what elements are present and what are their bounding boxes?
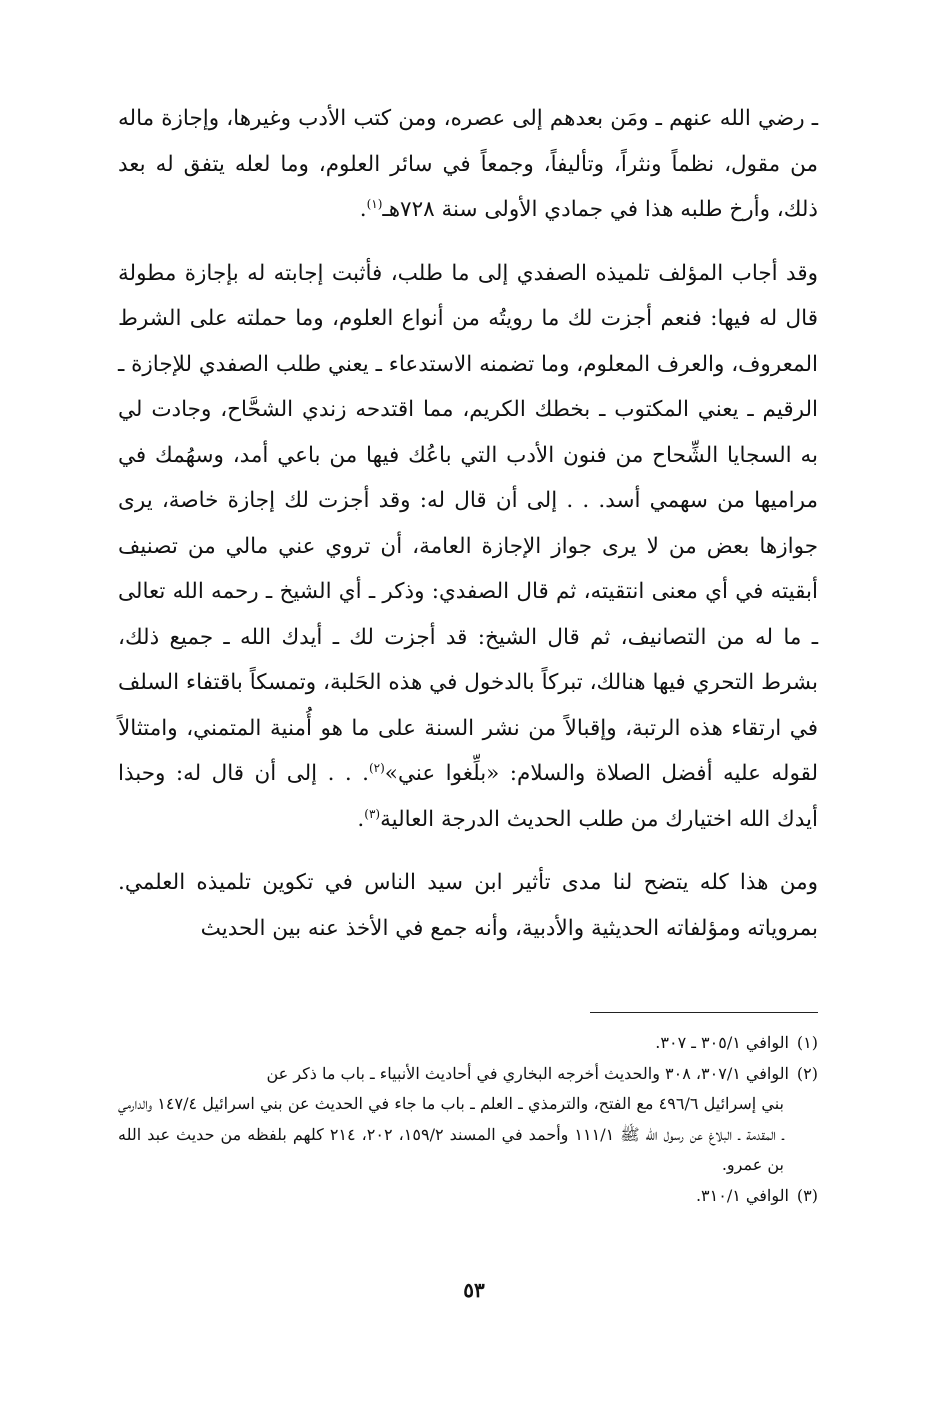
paragraph-3-text: ومن هذا كله يتضح لنا مدى تأثير ابن سيد الناس في تكوين تلميذه العلمي. بمروياته ومؤلفاته الحديثية والأدبية، وأنه جمع في الأخذ عنه بين الحديث	[118, 870, 818, 941]
paragraph-2-end: .	[357, 806, 365, 832]
footnote-3-number: (٣)	[796, 1185, 818, 1205]
footnote-1-text: الوافي ٣٠٥/١ ـ ٣٠٧.	[655, 1033, 789, 1052]
footnote-2-text: الوافي ٣٠٧/١، ٣٠٨ والحديث أخرجه البخاري في أحاديث الأنبياء ـ باب ما ذكر عن	[266, 1063, 789, 1083]
paragraph-1	[118, 96, 818, 233]
paragraph-1-text: ـ رضي الله عنهم ـ ومَن بعدهم إلى عصره، ومن كتب الأدب وغيرها، وإجازة ماله من مقول، نظماً ونثراً، وتأليفاً، وجمعاً في سائر العلوم، وما لعله يتفق له بعد ذلك، وأرخ طلبه هذا في جمادي الأولى سنة ٧٢٨هـ	[118, 106, 818, 222]
footnote-ref-2: (٢)	[368, 760, 385, 775]
paragraph-2-text: وقد أجاب المؤلف تلميذه الصفدي إلى ما طلب، فأثبت إجابته له بإجازة مطولة قال له فيها: فنعم أجزت لك ما رويتُه من أنواع العلوم، وما حملته على الشرط المعروف، والعرف المعلوم، وما تضمنه الاستدعاء ـ يعني طلب الصفدي للإجازة ـ الرقيم ـ يعني المكتوب ـ بخطك الكريم، مما اقتدحه زندي الشحَّاح، وجادت لي به السجايا الشِّحاح من فنون الأدب التي باعُك فيها من باعي أمد، وسهُمك في مراميها من سهمي أسد. . . إلى أن قال له: وقد أجزت لك إجازة خاصة، يرى جوازها بعض من لا يرى جواز الإجازة العامة، أن تروي عني مالي من تصنيف أبقيته في أي معنى انتقيته، ثم قال الصفدي: وذكر ـ أي الشيخ ـ رحمه الله تعالى ـ ما له من التصانيف، ثم قال الشيخ: قد أجزت لك ـ أيدك الله ـ جميع ذلك، بشرط التحري فيها هنالك، تبركاً بالدخول في هذه الحَلبة، وتمسكاً باقتفاء السلف في ارتقاء هذه الرتبة، وإقبالاً من نشر السنة على ما هو أُمنية المتمني، وامتثالاً لقوله عليه أفضل الصلاة والسلام: «بلِّغوا عني»	[118, 260, 818, 786]
paragraph-2-middle: . . . إلى أن قال له: وحبذا أيدك الله اختيارك من طلب الحديث الدرجة العالية	[118, 761, 818, 832]
footnote-3	[118, 1181, 818, 1212]
footnote-ref-1: (١)	[366, 196, 383, 211]
paragraph-1-end: .	[359, 197, 367, 222]
footnotes	[118, 1028, 818, 1211]
footnote-ref-3: (٣)	[364, 806, 381, 821]
footnote-1-number: (١)	[796, 1033, 818, 1052]
footnote-2-number: (٢)	[796, 1063, 818, 1083]
main-text	[118, 96, 818, 951]
footnote-2	[118, 1059, 818, 1090]
footnote-2-continuation: بني إسرائيل ٤٩٦/٦ مع الفتح، والترمذي ـ العلم ـ باب ما جاء في الحديث عن بني اسرائيل ١٤٧/٤ والدارمي ـ المقدمة ـ البلاغ عن رسول الله ﷺ ١١١/١ وأحمد في المسند ١٥٩/٢، ٢٠٢، ٢١٤ كلهم بلفظه من حديث عبد الله بن عمرو.	[118, 1094, 785, 1174]
footnote-3-text: الوافي ٣١٠/١.	[695, 1185, 789, 1205]
footnote-separator	[590, 1012, 818, 1013]
footnote-1	[118, 1028, 818, 1059]
paragraph-2	[118, 251, 818, 843]
page-number: ٥٣	[463, 1278, 485, 1302]
paragraph-3	[118, 860, 818, 951]
